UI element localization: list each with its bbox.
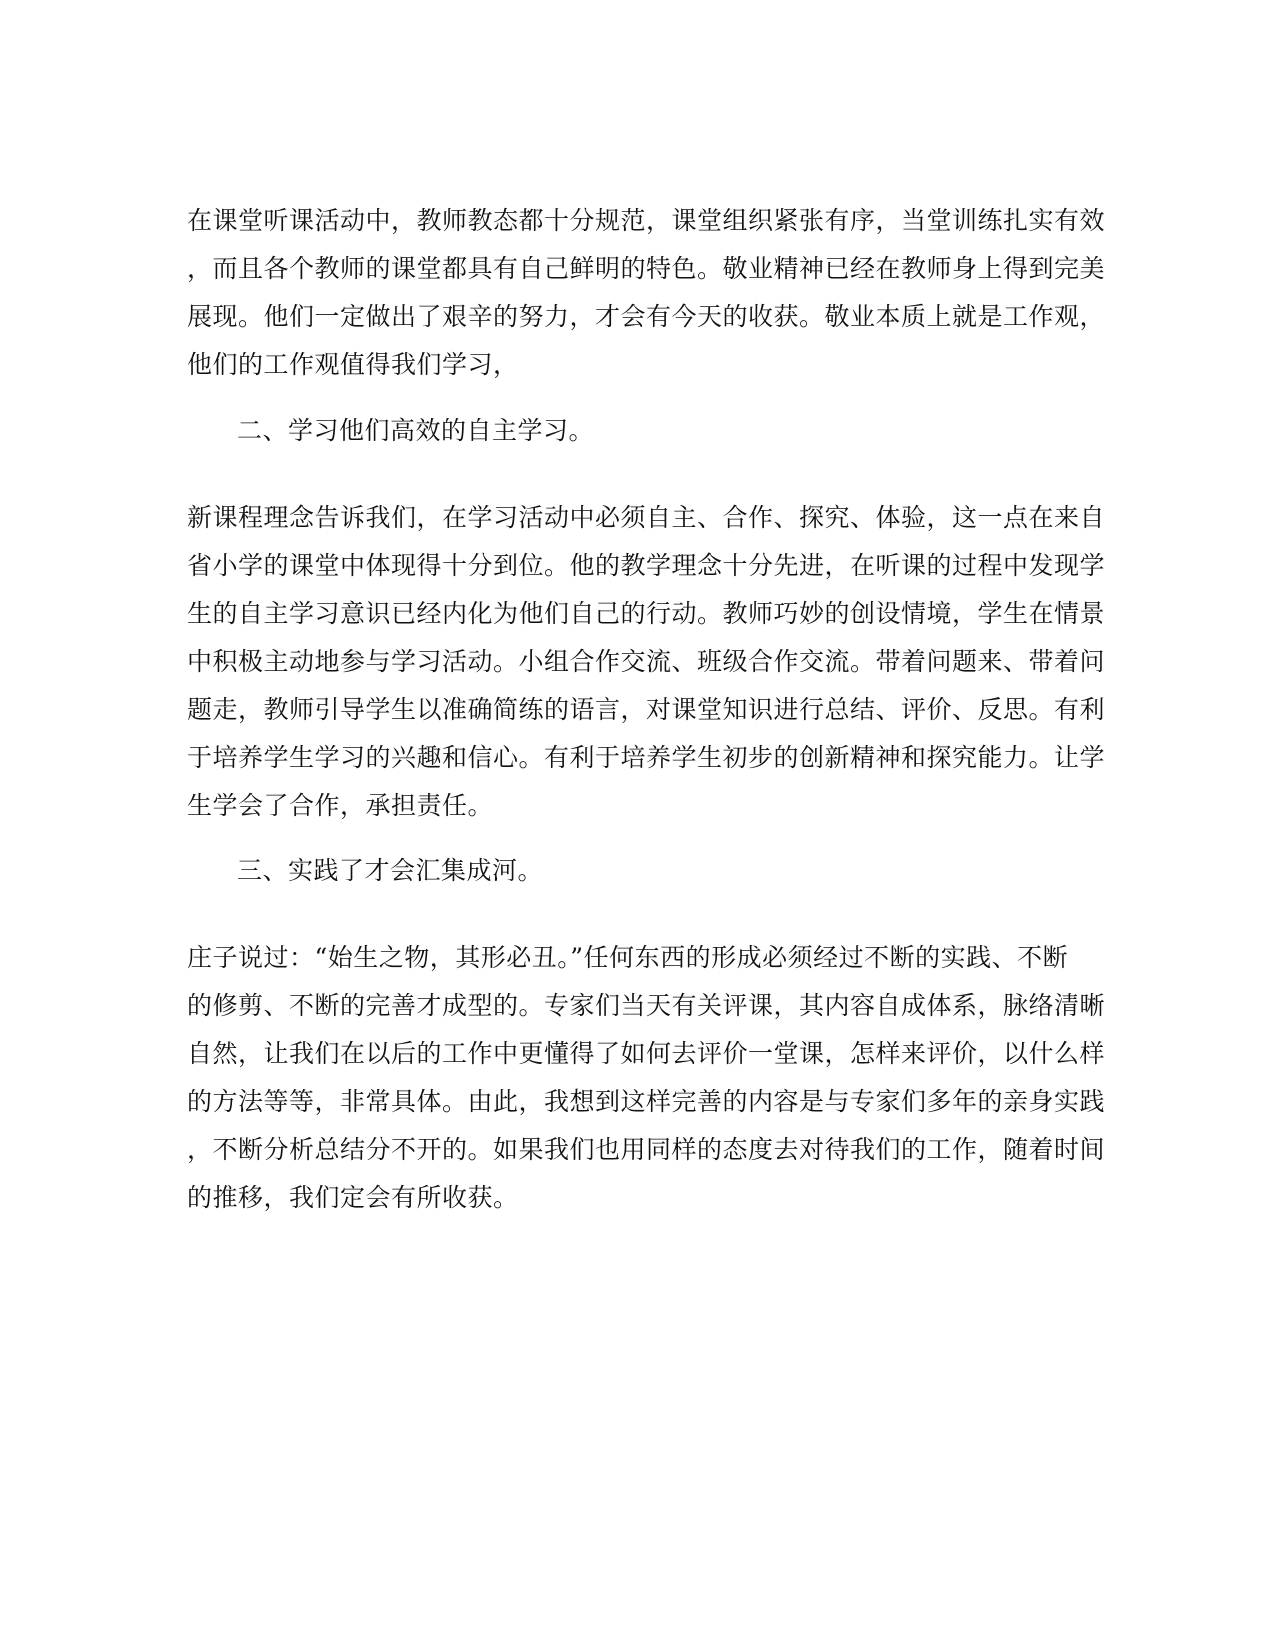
paragraph-line: 于培养学生学习的兴趣和信心。有利于培养学生初步的创新精神和探究能力。让学 <box>187 743 1106 772</box>
paragraph-line: 的修剪、不断的完善才成型的。专家们当天有关评课，其内容自成体系，脉络清晰 <box>187 991 1106 1020</box>
paragraph-line: 的方法等等，非常具体。由此，我想到这样完善的内容是与专家们多年的亲身实践 <box>187 1087 1106 1116</box>
paragraph-line: 中积极主动地参与学习活动。小组合作交流、班级合作交流。带着问题来、带着问 <box>187 647 1106 676</box>
paragraph-line: 自然，让我们在以后的工作中更懂得了如何去评价一堂课，怎样来评价，以什么样 <box>187 1039 1106 1068</box>
section-heading-practice: 三、实践了才会汇集成河。 <box>237 856 544 885</box>
paragraph-line: 生学会了合作，承担责任。 <box>187 791 494 820</box>
paragraph-line: 题走，教师引导学生以准确简练的语言，对课堂知识进行总结、评价、反思。有利 <box>187 695 1106 724</box>
section-heading-self-study: 二、学习他们高效的自主学习。 <box>237 416 595 445</box>
paragraph-line: 的推移，我们定会有所收获。 <box>187 1183 519 1212</box>
paragraph-line: ，而且各个教师的课堂都具有自己鲜明的特色。敬业精神已经在教师身上得到完美 <box>187 254 1106 283</box>
paragraph-practice <box>187 934 1106 1222</box>
paragraph-line: 在课堂听课活动中，教师教态都十分规范，课堂组织紧张有序，当堂训练扎实有效 <box>187 206 1106 235</box>
paragraph-line: 生的自主学习意识已经内化为他们自己的行动。教师巧妙的创设情境，学生在情景 <box>187 599 1106 628</box>
paragraph-line: 他们的工作观值得我们学习， <box>187 350 519 379</box>
paragraph-line: 省小学的课堂中体现得十分到位。他的教学理念十分先进，在听课的过程中发现学 <box>187 551 1106 580</box>
paragraph-line: ，不断分析总结分不开的。如果我们也用同样的态度去对待我们的工作，随着时间 <box>187 1135 1106 1164</box>
paragraph-line: 新课程理念告诉我们，在学习活动中必须自主、合作、探究、体验，这一点在来自 <box>187 503 1106 532</box>
paragraph-work-attitude <box>187 197 1106 389</box>
paragraph-line: 庄子说过：“始生之物，其形必丑。”任何东西的形成必须经过不断的实践、不断 <box>187 943 1069 972</box>
paragraph-self-study <box>187 494 1106 830</box>
paragraph-line: 展现。他们一定做出了艰辛的努力，才会有今天的收获。敬业本质上就是工作观， <box>187 302 1106 331</box>
